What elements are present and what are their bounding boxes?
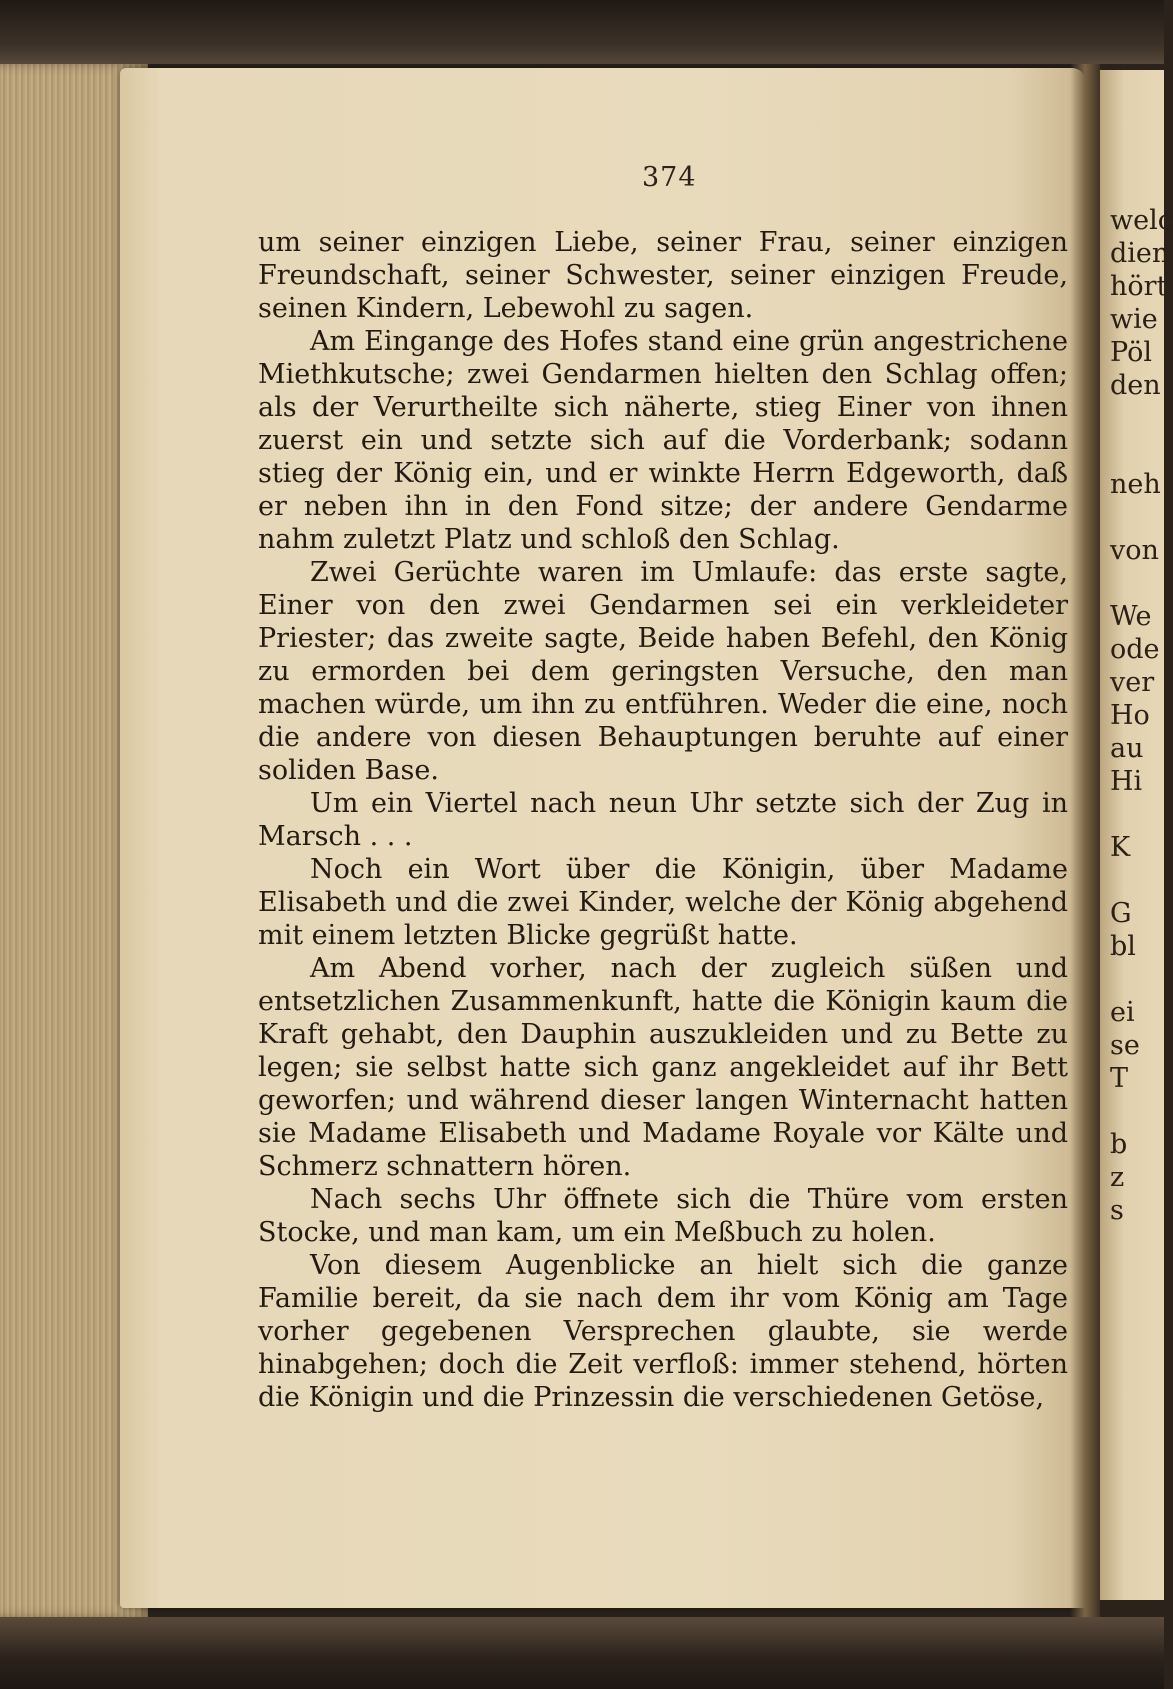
facing-page-fragment: Ho (1110, 700, 1150, 731)
book-gutter (1070, 64, 1100, 1617)
facing-page-fragment (1110, 798, 1170, 831)
facing-page-fragment: neh (1110, 469, 1161, 500)
facing-page-fragment: T (1110, 1063, 1129, 1094)
facing-page-fragment: welc (1110, 205, 1173, 236)
book-cover-top (0, 0, 1164, 64)
paragraph: Noch ein Wort über die Königin, über Madame Elisabeth und die zwei Kinder, welche der König abgehend mit einem letzten Blicke gegrüßt hatte. (258, 854, 1068, 951)
facing-page-fragment: Hi (1110, 766, 1143, 797)
facing-page-fragment (1110, 402, 1170, 435)
facing-page-fragment: We (1110, 601, 1152, 632)
paragraph: Von diesem Augenblicke an hielt sich die ganze Familie bereit, da sie nach dem ihr vom König am Tage vorher gegebenen Versprechen glaubte, sie werde hinabgehen; doch die Zeit verfloß: immer stehend, hörten die Königin und die Prinzessin die verschiedenen Getöse, (258, 1250, 1068, 1413)
facing-page-fragment (1110, 963, 1170, 996)
facing-page-fragment (1110, 567, 1170, 600)
paragraph: Nach sechs Uhr öffnete sich die Thüre vom ersten Stocke, und man kam, um ein Meßbuch zu holen. (258, 1184, 1068, 1248)
facing-page-fragment: ode (1110, 634, 1160, 665)
facing-page-text (1110, 204, 1173, 1227)
facing-page-fragment: den (1110, 370, 1161, 401)
facing-page-fragment: s (1110, 1195, 1124, 1226)
paragraph: Zwei Gerüchte waren im Umlaufe: das erste sagte, Einer von den zwei Gendarmen sei ein verkleideter Priester; das zweite sagte, Beide haben Befehl, den König zu ermorden bei dem geringsten Versuche, den man machen würde, um ihn zu entführen. Weder die eine, noch die andere von diesen Behauptungen beruhte auf einer soliden Base. (258, 557, 1068, 786)
facing-page-fragment: au (1110, 733, 1144, 764)
page-text (258, 226, 1068, 1414)
paragraph: Am Eingange des Hofes stand eine grün angestrichene Miethkutsche; zwei Gendarmen hielten den Schlag offen; als der Verurtheilte sich näherte, stieg Einer von ihnen zuerst ein und setzte sich auf die Vorderbank; sodann stieg der König ein, und er winkte Herrn Edgeworth, daß er neben ihn in den Fond sitze; der andere Gendarme nahm zuletzt Platz und schloß den Schlag. (258, 326, 1068, 555)
facing-page-fragment: ei (1110, 997, 1135, 1028)
facing-page-fragment: K (1110, 832, 1131, 863)
facing-page-fragment: se (1110, 1030, 1140, 1061)
facing-page-fragment: dien (1110, 238, 1170, 269)
facing-page-fragment: G (1110, 898, 1132, 929)
facing-page-fragment: Pöl (1110, 337, 1152, 368)
book-cover-bottom (0, 1617, 1164, 1689)
facing-page-fragment: hört (1110, 271, 1168, 302)
page-number: 374 (642, 162, 697, 193)
facing-page-fragment (1110, 501, 1170, 534)
facing-page-fragment: b (1110, 1129, 1128, 1160)
facing-page-fragment: ver (1110, 667, 1155, 698)
facing-page-fragment: wie (1110, 304, 1158, 335)
facing-page-fragment (1110, 1095, 1170, 1128)
facing-page-fragment: bl (1110, 931, 1136, 962)
facing-page-fragment: von (1110, 535, 1159, 566)
paragraph: um seiner einzigen Liebe, seiner Frau, seiner einzigen Freundschaft, seiner Schwester, seiner einzigen Freude, seinen Kindern, Lebewohl zu sagen. (258, 227, 1068, 324)
facing-page-fragment: z (1110, 1162, 1125, 1193)
paragraph: Um ein Viertel nach neun Uhr setzte sich der Zug in Marsch . . . (258, 788, 1068, 852)
facing-page-fragment (1110, 864, 1170, 897)
facing-page-fragment (1110, 435, 1170, 468)
paragraph: Am Abend vorher, nach der zugleich süßen und entsetzlichen Zusammenkunft, hatte die Königin kaum die Kraft gehabt, den Dauphin auszukleiden und zu Bette zu legen; sie selbst hatte sich ganz angekleidet auf ihr Bett geworfen; und während dieser langen Winternacht hatten sie Madame Elisabeth und Madame Royale vor Kälte und Schmerz schnattern hören. (258, 953, 1068, 1182)
